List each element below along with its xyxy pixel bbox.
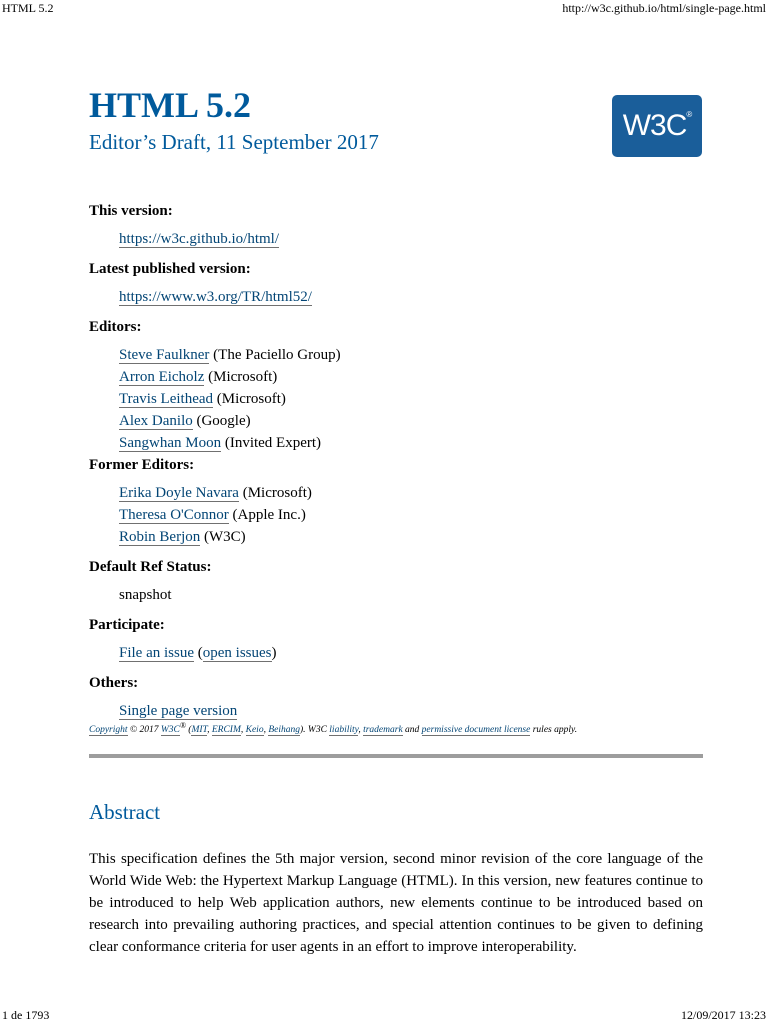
participate-close-paren: ) (271, 645, 277, 661)
latest-published-value (119, 280, 709, 316)
former-editor-link[interactable]: Theresa O'Connor (119, 507, 229, 523)
latest-published-link[interactable]: https://www.w3.org/TR/html52/ (119, 289, 312, 305)
document-license-link[interactable]: permissive document license (421, 724, 531, 735)
copyright-sep: , (240, 724, 246, 735)
abstract-paragraph: This specification defines the 5th major version, second minor revision of the core language of the World Wide Web: the Hypertext Markup Language (HTML). In this version, new features continue to be introduced to help Web application authors, new elements continue to be introduced based on research into prevailing authoring practices, and special attention continues to be given to defining clear conformance criteria for user agents in an effort to improve interoperability. (89, 851, 703, 955)
copyright-sep: , (263, 724, 269, 735)
editor-link[interactable]: Alex Danilo (119, 413, 193, 429)
mit-link[interactable]: MIT (191, 724, 208, 735)
copyright-sep: , (358, 724, 364, 735)
copyright-open: ( (185, 724, 192, 735)
print-header-right: http://w3c.github.io/html/single-page.html (562, 1, 766, 15)
copyright-sep: , (207, 724, 212, 735)
w3c-link[interactable]: W3C (160, 724, 180, 735)
page-title: HTML 5.2 (89, 85, 252, 125)
editor-item (119, 366, 709, 388)
participate-value (119, 636, 709, 672)
this-version-value (119, 222, 709, 258)
copyright-year: © 2017 (127, 724, 161, 735)
editor-item (119, 410, 709, 432)
editor-link[interactable]: Sangwhan Moon (119, 435, 222, 451)
print-footer-right: 12/09/2017 13:23 (680, 1008, 766, 1022)
editor-affiliation: (Invited Expert) (221, 435, 322, 451)
default-ref-status-value: snapshot (119, 587, 172, 603)
spec-metadata (89, 200, 709, 730)
copyright-and: and (402, 724, 422, 735)
editor-affiliation: (Google) (192, 413, 251, 429)
file-issue-link[interactable]: File an issue (119, 645, 194, 661)
former-editors-label: Former Editors: (89, 457, 195, 473)
copyright-tail: rules apply. (530, 724, 578, 735)
editor-item (119, 338, 709, 366)
copyright-link[interactable]: Copyright (89, 724, 128, 735)
w3c-logo-mark: ® (686, 109, 692, 119)
former-editor-link[interactable]: Robin Berjon (119, 529, 201, 545)
editors-label: Editors: (89, 319, 142, 335)
editor-affiliation: (Microsoft) (204, 369, 278, 385)
keio-link[interactable]: Keio (245, 724, 264, 735)
others-label: Others: (89, 675, 139, 691)
page-subtitle: Editor’s Draft, 11 September 2017 (89, 130, 379, 154)
former-editor-affiliation: (W3C) (200, 529, 246, 545)
former-editor-item (119, 504, 709, 526)
ercim-link[interactable]: ERCIM (211, 724, 241, 735)
trademark-link[interactable]: trademark (363, 724, 403, 735)
print-footer-left: 1 de 1793 (2, 1008, 50, 1022)
editor-affiliation: (The Paciello Group) (209, 347, 341, 363)
latest-published-label: Latest published version: (89, 261, 251, 277)
w3c-logo[interactable] (612, 95, 702, 157)
abstract-heading: Abstract (89, 800, 161, 824)
default-ref-status-label: Default Ref Status: (89, 559, 212, 575)
editor-link[interactable]: Travis Leithead (119, 391, 214, 407)
single-page-version-link[interactable]: Single page version (119, 703, 238, 719)
open-issues-link[interactable]: open issues (202, 645, 272, 661)
former-editor-link[interactable]: Erika Doyle Navara (119, 485, 239, 501)
horizontal-rule (89, 754, 703, 758)
editor-link[interactable]: Steve Faulkner (119, 347, 210, 363)
print-header-left: HTML 5.2 (2, 1, 54, 15)
participate-label: Participate: (89, 617, 165, 633)
beihang-link[interactable]: Beihang (268, 724, 300, 735)
this-version-label: This version: (89, 203, 173, 219)
liability-link[interactable]: liability (329, 724, 359, 735)
former-editor-item (119, 476, 709, 504)
editor-item (119, 432, 709, 454)
editor-affiliation: (Microsoft) (213, 391, 286, 407)
editor-item (119, 388, 709, 410)
former-editor-affiliation: (Apple Inc.) (228, 507, 306, 523)
copyright-close: ). W3C (300, 724, 330, 735)
w3c-registered-mark: ® (179, 720, 186, 730)
w3c-logo-text: W3C (622, 109, 687, 142)
former-editor-item (119, 526, 709, 556)
participate-open-paren: ( (194, 645, 203, 661)
this-version-link[interactable]: https://w3c.github.io/html/ (119, 231, 280, 247)
editor-link[interactable]: Arron Eicholz (119, 369, 205, 385)
former-editor-affiliation: (Microsoft) (238, 485, 312, 501)
copyright-notice (89, 721, 577, 735)
